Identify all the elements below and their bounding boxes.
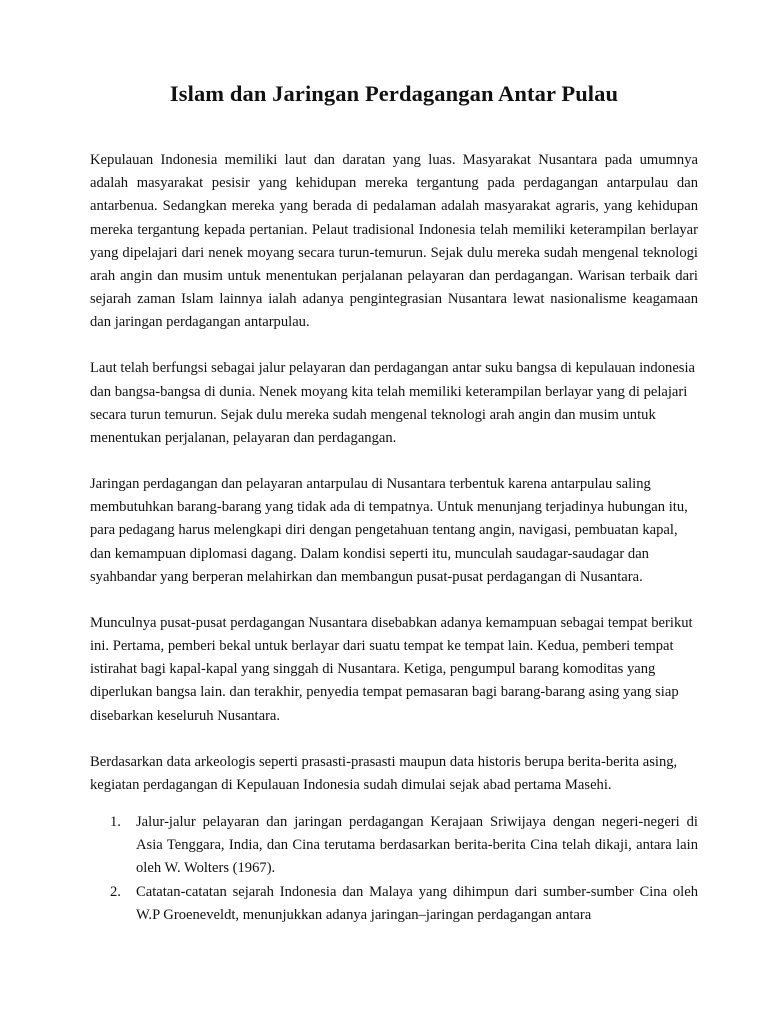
list-item-text: Jalur-jalur pelayaran dan jaringan perdagangan Kerajaan Sriwijaya dengan negeri-negeri di Asia Tenggara, India, dan Cina terutama berdasarkan berita-berita Cina telah dikaji, antara lain oleh W. Wolters (1967).: [136, 814, 698, 877]
paragraph-2: Laut telah berfungsi sebagai jalur pelayaran dan perdagangan antar suku bangsa di kepulauan indonesia dan bangsa-bangsa di dunia. Nenek moyang kita telah memiliki keterampilan berlayar yang di pelajari secara turun temurun. Sejak dulu mereka sudah mengenal teknologi arah angin dan musim untuk menentukan perjalanan, pelayaran dan perdagangan.: [90, 360, 696, 447]
list-number: 1.: [110, 814, 121, 831]
document-title: Islam dan Jaringan Perdagangan Antar Pulau: [169, 81, 619, 106]
list-item: [90, 811, 698, 881]
numbered-list: [90, 811, 698, 927]
paragraph-5: Berdasarkan data arkeologis seperti prasasti-prasasti maupun data historis berupa berita-berita asing, kegiatan perdagangan di Kepulauan Indonesia sudah dimulai sejak abad pertama Masehi.: [90, 753, 678, 793]
paragraph-4: Munculnya pusat-pusat perdagangan Nusantara disebabkan adanya kemampuan sebagai tempat berikut ini. Pertama, pemberi bekal untuk berlayar dari suatu tempat ke tempat lain. Kedua, pemberi tempat istirahat bagi kapal-kapal yang singgah di Nusantara. Ketiga, pengumpul barang komoditas yang diperlukan bangsa lain. dan terakhir, penyedia tempat pemasaran bagi barang-barang asing yang siap disebarkan keseluruh Nusantara.: [90, 614, 693, 724]
list-number: 2.: [110, 883, 121, 900]
list-item-text: Catatan-catatan sejarah Indonesia dan Malaya yang dihimpun dari sumber-sumber Cina oleh W.P Groeneveldt, menunjukkan adanya jaringan–jaringan perdagangan antara: [136, 883, 698, 923]
paragraph-1: Kepulauan Indonesia memiliki laut dan daratan yang luas. Masyarakat Nusantara pada umumnya adalah masyarakat pesisir yang kehidupan mereka tergantung pada perdagangan antarpulau dan antarbenua. Sedangkan mereka yang berada di pedalaman adalah masyarakat agraris, yang kehidupan mereka tergantung kepada pertanian. Pelaut tradisional Indonesia telah memiliki keterampilan berlayar yang dipelajari dari nenek moyang secara turun-temurun. Sejak dulu mereka sudah mengenal teknologi arah angin dan musim untuk menentukan perjalanan pelayaran dan perdagangan. Warisan terbaik dari sejarah zaman Islam lainnya ialah adanya pengintegrasian Nusantara lewat nasionalisme keagamaan dan jaringan perdagangan antarpulau.: [90, 152, 698, 331]
list-item: [90, 881, 698, 927]
paragraph-3: Jaringan perdagangan dan pelayaran antarpulau di Nusantara terbentuk karena antarpulau saling membutuhkan barang-barang yang tidak ada di tempatnya. Untuk menunjang terjadinya hubungan itu, para pedagang harus melengkapi diri dengan pengetahuan tentang angin, navigasi, pembuatan kapal, dan kemampuan diplomasi dagang. Dalam kondisi seperti itu, munculah saudagar-saudagar dan syahbandar yang berperan melahirkan dan membangun pusat-pusat perdagangan di Nusantara.: [90, 476, 688, 585]
